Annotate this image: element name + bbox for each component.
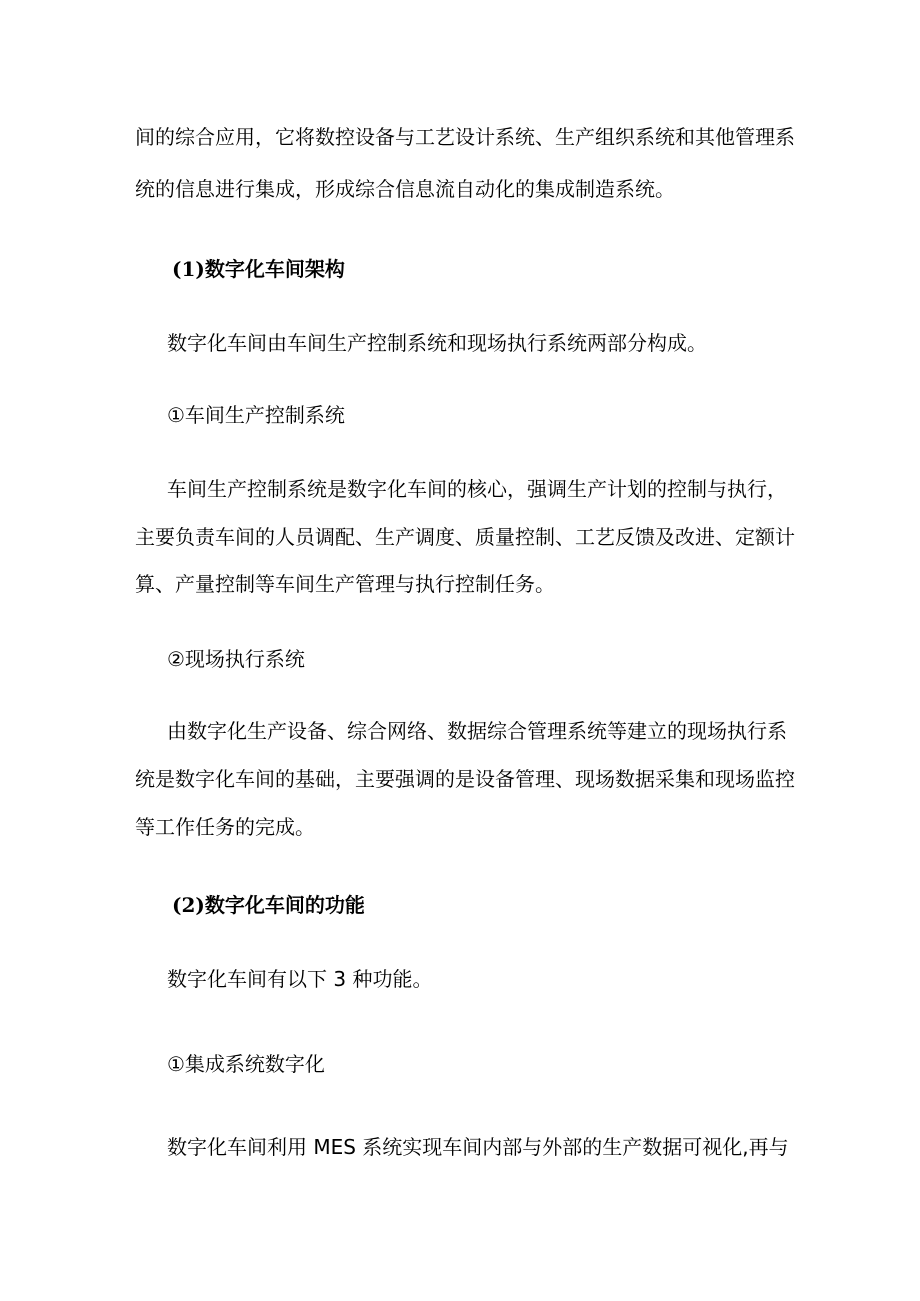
intro-paragraph-line-1: 间的综合应用，它将数控设备与工艺设计系统、生产组织系统和其他管理系 <box>135 125 795 149</box>
section-heading-functions <box>172 893 365 917</box>
control-paragraph-line-2: 主要负责车间的人员调配、生产调度、质量控制、工艺反馈及改进、定额计 <box>135 525 795 549</box>
subsection-control-system: ①车间生产控制系统 <box>167 403 345 427</box>
control-paragraph-line-1: 车间生产控制系统是数字化车间的核心，强调生产计划的控制与执行， <box>167 477 787 501</box>
intro-paragraph-line-2: 统的信息进行集成，形成综合信息流自动化的集成制造系统。 <box>135 177 675 201</box>
execution-paragraph-line-1: 由数字化生产设备、综合网络、数据综合管理系统等建立的现场执行系 <box>167 719 787 743</box>
section-number: (2) <box>172 893 205 917</box>
mes-paragraph-line-1: 数字化车间利用 MES 系统实现车间内部与外部的生产数据可视化,再与 <box>167 1135 789 1159</box>
execution-paragraph-line-3: 等工作任务的完成。 <box>135 815 315 839</box>
subsection-integrated-digitalization: ①集成系统数字化 <box>167 1052 325 1076</box>
functions-paragraph: 数字化车间有以下 3 种功能。 <box>167 967 433 991</box>
section-heading-architecture <box>172 257 345 281</box>
section-title: 数字化车间的功能 <box>204 893 365 917</box>
subsection-execution-system: ②现场执行系统 <box>167 647 305 671</box>
section-title: 数字化车间架构 <box>204 257 345 281</box>
control-paragraph-line-3: 算、产量控制等车间生产管理与执行控制任务。 <box>135 572 555 596</box>
architecture-paragraph: 数字化车间由车间生产控制系统和现场执行系统两部分构成。 <box>167 331 707 355</box>
section-number: (1) <box>172 257 205 281</box>
execution-paragraph-line-2: 统是数字化车间的基础，主要强调的是设备管理、现场数据采集和现场监控 <box>135 767 795 791</box>
